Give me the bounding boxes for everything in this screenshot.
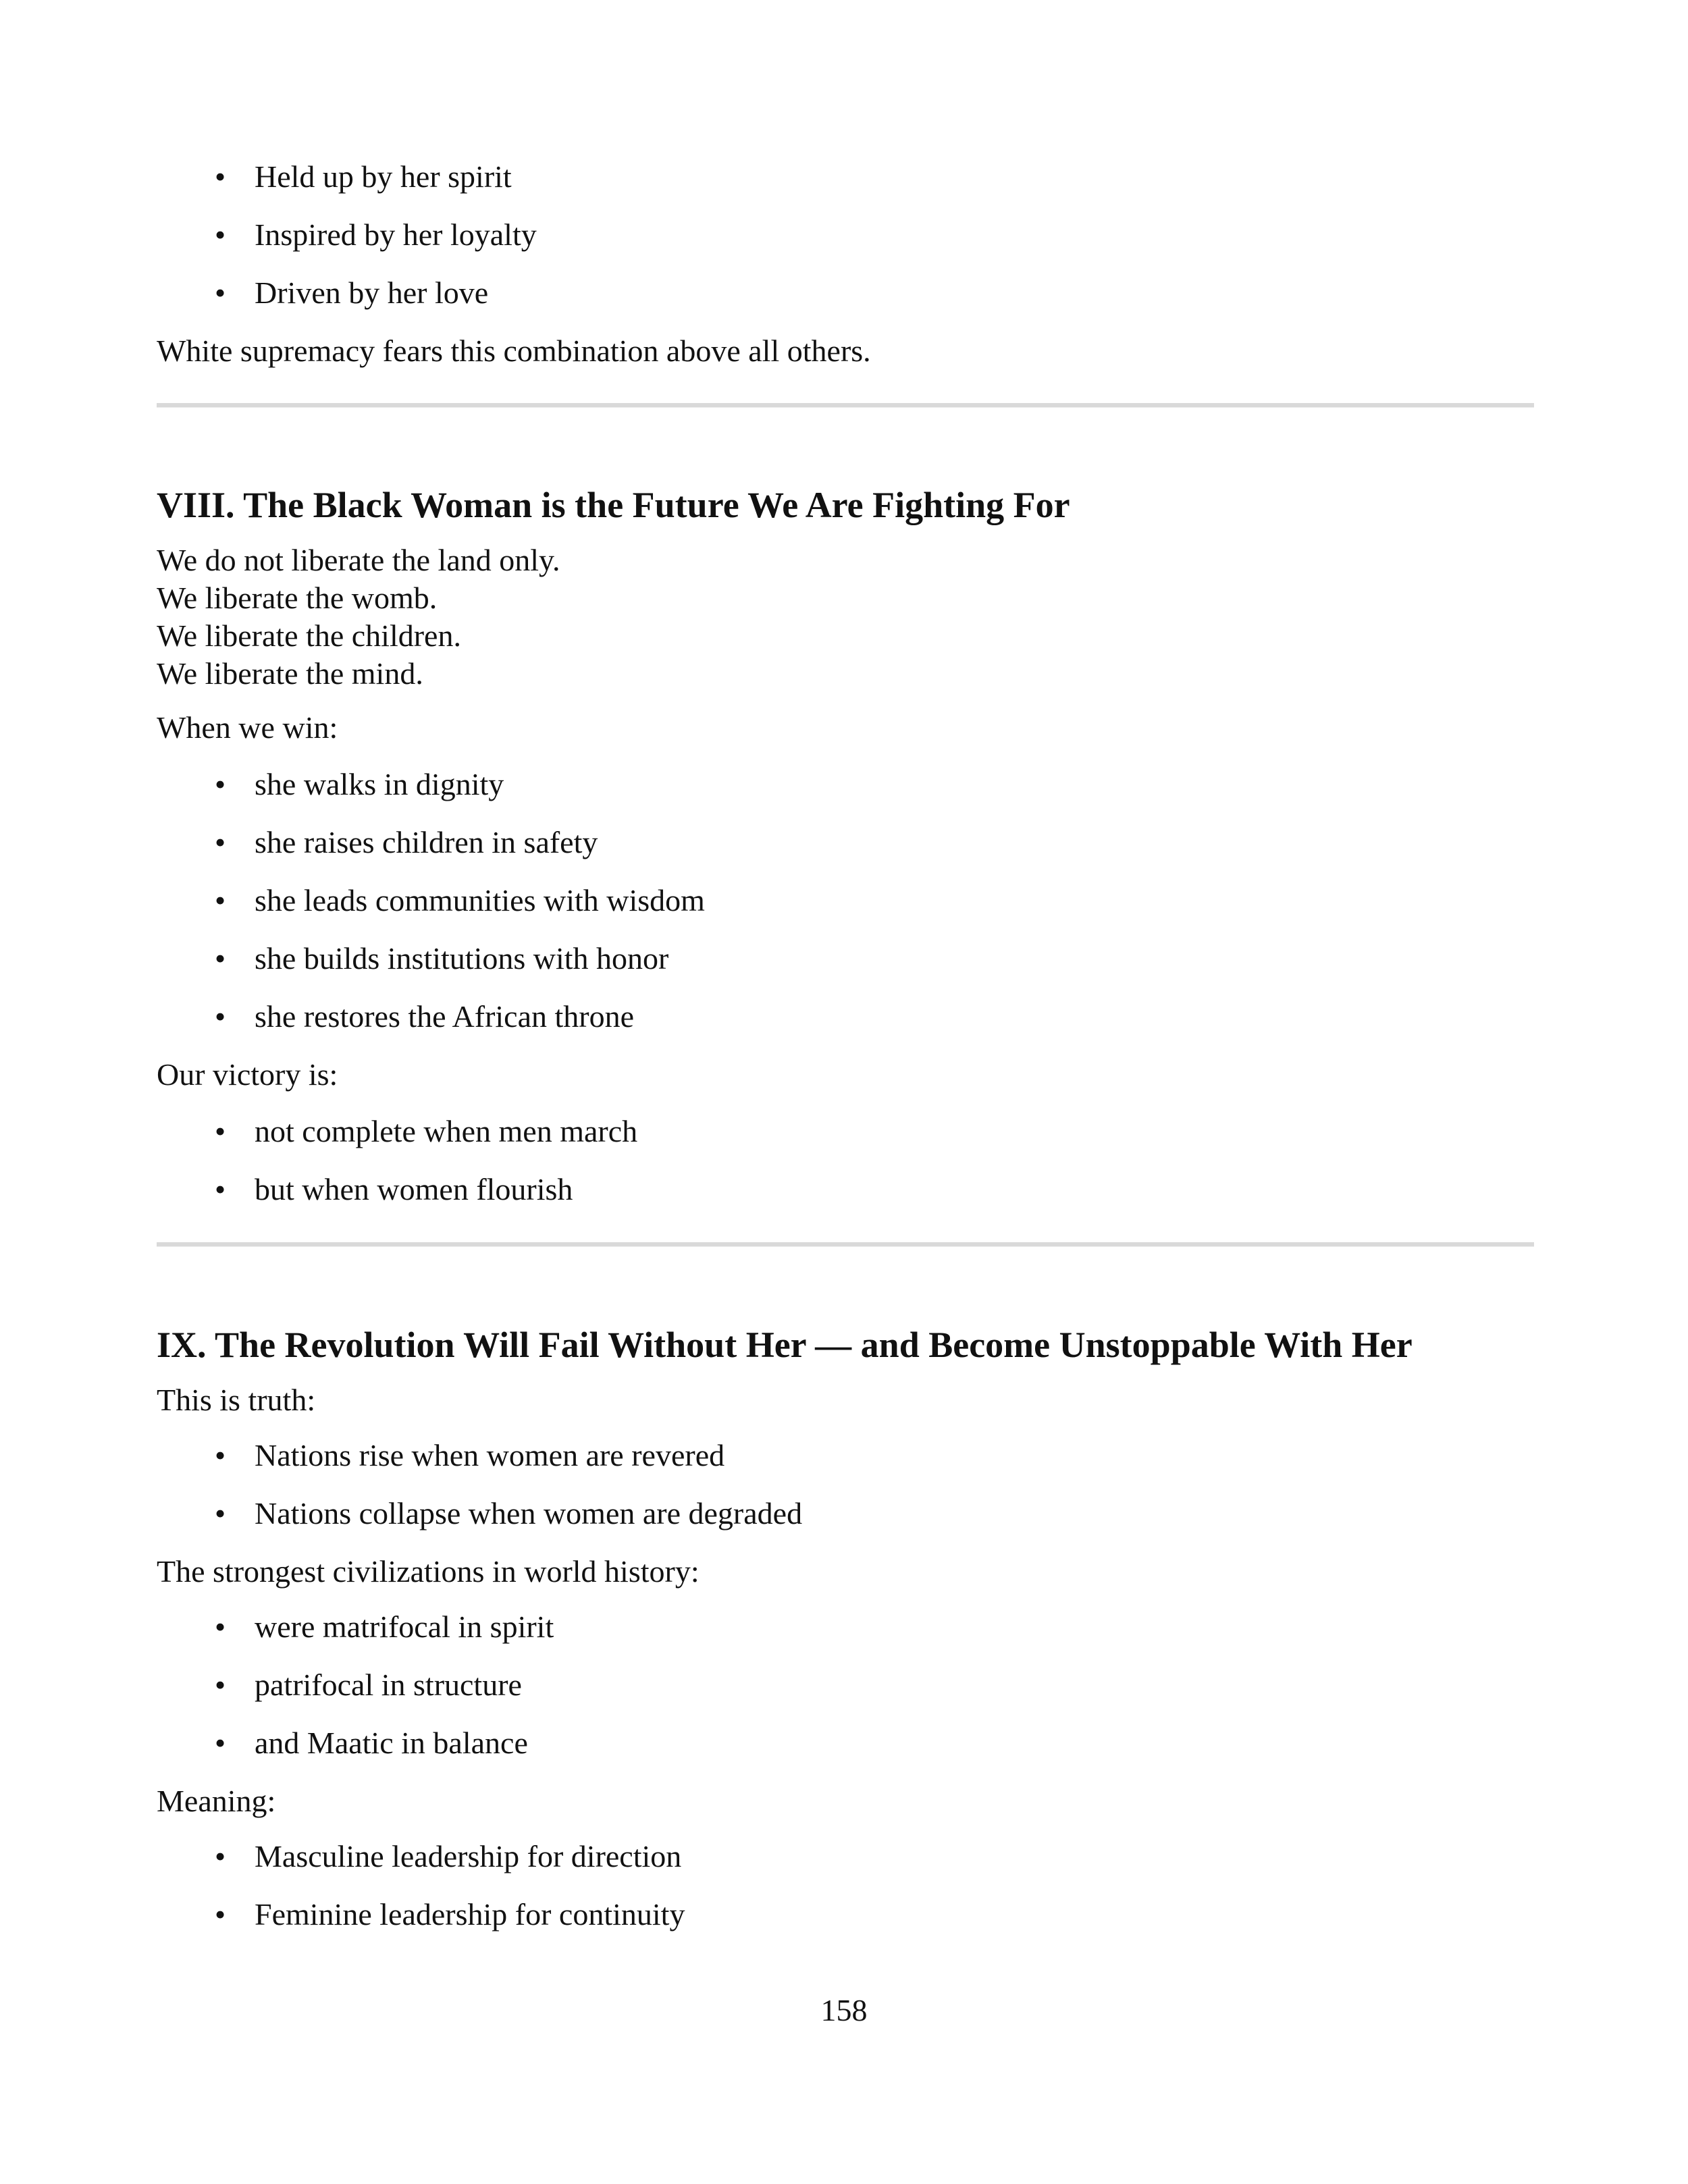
section-heading: VIII. The Black Woman is the Future We Are Fighting For — [157, 485, 1070, 525]
list-item-text: Nations rise when women are revered — [255, 1438, 725, 1472]
list-item-text: Feminine leadership for continuity — [255, 1897, 685, 1932]
paragraph: Our victory is: — [157, 1057, 338, 1092]
paragraph-line: We do not liberate the land only. — [157, 543, 560, 577]
list-item-text: she raises children in safety — [255, 825, 598, 859]
list-item-text: Driven by her love — [255, 275, 489, 310]
bullet-icon: • — [215, 1839, 226, 1873]
document-page — [157, 0, 1534, 2184]
horizontal-rule — [157, 403, 1534, 408]
paragraph-line: We liberate the womb. — [157, 581, 438, 615]
paragraph: Meaning: — [157, 1784, 276, 1818]
paragraph-line: We liberate the children. — [157, 618, 461, 653]
list-item-text: she restores the African throne — [255, 999, 635, 1034]
bullet-icon: • — [215, 275, 226, 310]
horizontal-rule — [157, 1242, 1534, 1247]
list-item-text: Masculine leadership for direction — [255, 1839, 682, 1873]
bullet-icon: • — [215, 1438, 226, 1472]
list-item-text: not complete when men march — [255, 1114, 638, 1148]
bullet-icon: • — [215, 767, 226, 801]
bullet-icon: • — [215, 1172, 226, 1206]
bullet-icon: • — [215, 1668, 226, 1702]
bullet-icon: • — [215, 1726, 226, 1760]
bullet-icon: • — [215, 159, 226, 194]
section-heading: IX. The Revolution Will Fail Without Her — and Become Unstoppable With Her — [157, 1325, 1413, 1365]
list-item-text: were matrifocal in spirit — [255, 1609, 554, 1644]
bullet-icon: • — [215, 1609, 226, 1644]
bullet-icon: • — [215, 1897, 226, 1932]
bullet-icon: • — [215, 1496, 226, 1530]
list-item-text: Nations collapse when women are degraded — [255, 1496, 803, 1530]
bullet-icon: • — [215, 941, 226, 976]
list-item-text: she builds institutions with honor — [255, 941, 669, 976]
paragraph: White supremacy fears this combination above all others. — [157, 334, 871, 368]
list-item-text: she leads communities with wisdom — [255, 883, 705, 917]
paragraph: The strongest civilizations in world history: — [157, 1554, 700, 1589]
list-item-text: patrifocal in structure — [255, 1668, 522, 1702]
paragraph: This is truth: — [157, 1383, 316, 1417]
paragraph: When we win: — [157, 710, 338, 745]
bullet-icon: • — [215, 825, 226, 859]
bullet-icon: • — [215, 999, 226, 1034]
list-item-text: she walks in dignity — [255, 767, 504, 801]
bullet-icon: • — [215, 1114, 226, 1148]
bullet-icon: • — [215, 217, 226, 252]
list-item-text: Held up by her spirit — [255, 159, 512, 194]
bullet-icon: • — [215, 883, 226, 917]
list-item-text: but when women flourish — [255, 1172, 573, 1206]
paragraph-line: We liberate the mind. — [157, 656, 423, 691]
page-number: 158 — [820, 1993, 868, 2027]
list-item-text: and Maatic in balance — [255, 1726, 528, 1760]
list-item-text: Inspired by her loyalty — [255, 217, 537, 252]
